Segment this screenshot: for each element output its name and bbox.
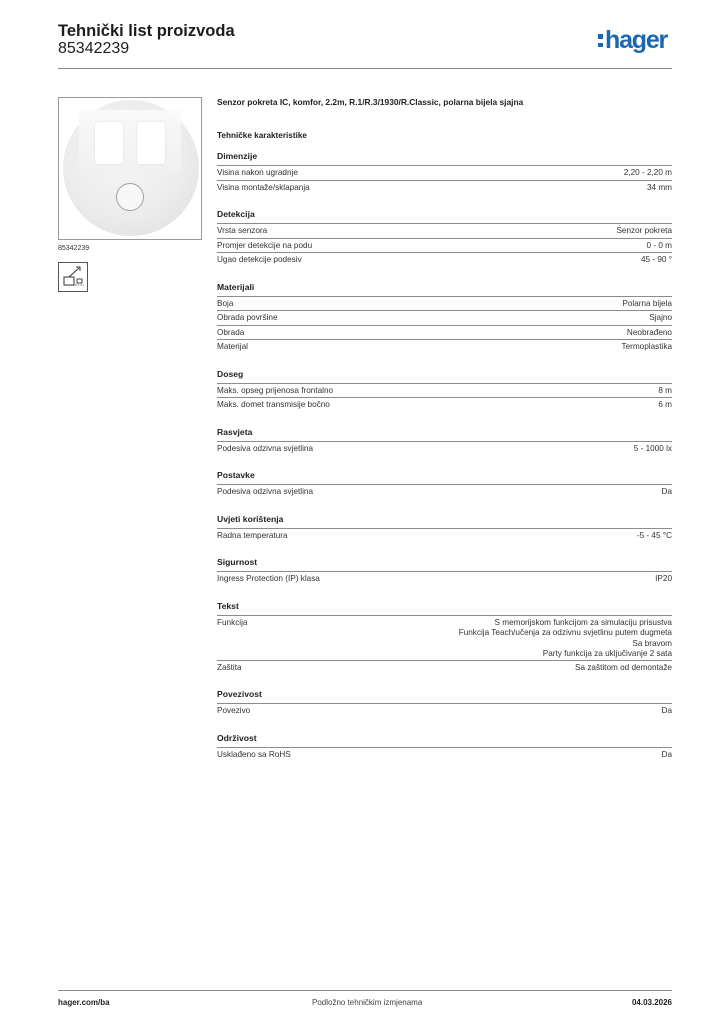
spec-row — [217, 296, 672, 311]
spec-group — [217, 208, 672, 267]
spec-value — [662, 750, 672, 761]
spec-label: Maks. domet transmisije bočno — [217, 400, 330, 409]
spec-group — [217, 426, 672, 456]
installation-symbol-icon — [58, 262, 88, 292]
features-heading: Tehničke karakteristike — [217, 131, 307, 140]
spec-label: Obrada — [217, 327, 245, 337]
spec-row — [217, 339, 672, 354]
spec-label: Ugao detekcije podesiv — [217, 255, 302, 264]
spec-value — [662, 706, 672, 717]
spec-group — [217, 469, 672, 499]
spec-row — [217, 660, 672, 675]
footer-notice: Podložno tehničkim izmjenama — [312, 998, 423, 1007]
spec-value — [647, 183, 672, 194]
spec-label: Usklađeno sa RoHS — [217, 749, 291, 759]
spec-value-line: Party funkcija za uključivanje 2 sata — [542, 649, 672, 659]
spec-value — [621, 342, 672, 353]
spec-row — [217, 180, 672, 195]
spec-label: Boja — [217, 298, 234, 308]
spec-group — [217, 600, 672, 675]
motion-sensor-product-image — [58, 97, 202, 240]
spec-value-line: Sa bravom — [632, 638, 672, 648]
spec-value-line: IP20 — [655, 574, 672, 583]
footer-date: 04.03.2026 — [631, 998, 672, 1007]
spec-row — [217, 484, 672, 499]
image-caption: 85342239 — [58, 245, 90, 252]
spec-value-line: 0 - 0 m — [646, 240, 672, 250]
spec-label: Vrsta senzora — [217, 226, 268, 235]
spec-row — [217, 528, 672, 543]
spec-value — [655, 574, 672, 585]
spec-group — [217, 513, 672, 543]
spec-value — [637, 531, 672, 542]
spec-group-title: Povezivost — [217, 689, 262, 700]
spec-value — [624, 168, 672, 179]
spec-value — [627, 328, 672, 339]
spec-value-line: Da — [661, 487, 672, 496]
footer-website: hager.com/ba — [58, 998, 110, 1007]
specification-table — [217, 150, 672, 775]
spec-value-line: 45 - 90 ° — [640, 255, 672, 264]
logo-dots-icon — [598, 34, 604, 51]
spec-group-title: Detekcija — [217, 209, 255, 219]
spec-row — [217, 310, 672, 325]
spec-row — [217, 383, 672, 398]
spec-group-title: Rasvjeta — [217, 426, 253, 437]
logo-text: hager — [605, 26, 668, 54]
spec-value — [658, 386, 672, 397]
spec-label: Visina nakon ugradnje — [217, 168, 298, 177]
spec-label: Materijal — [217, 342, 248, 351]
spec-row — [217, 615, 672, 660]
spec-group-title: Sigurnost — [217, 557, 258, 567]
spec-row — [217, 747, 672, 762]
spec-group-title: Dimenzije — [217, 151, 258, 161]
spec-value — [662, 487, 672, 498]
spec-label: Ingress Protection (IP) klasa — [217, 574, 320, 583]
spec-group-title: Tekst — [217, 600, 239, 611]
spec-value-line: Da — [661, 749, 672, 759]
spec-value-line: 5 - 1000 lx — [633, 443, 672, 453]
spec-value-line: Da — [661, 706, 672, 716]
spec-value — [641, 255, 672, 266]
spec-group-title: Postavke — [217, 470, 255, 480]
spec-group — [217, 556, 672, 586]
spec-value-line: Polarna bijela — [622, 298, 672, 308]
spec-value-line: 34 mm — [646, 182, 672, 192]
spec-group — [217, 150, 672, 194]
spec-label: Funkcija — [217, 617, 248, 627]
page-title: Tehnički list proizvoda — [58, 22, 235, 40]
spec-value — [649, 313, 672, 324]
spec-row — [217, 325, 672, 340]
spec-label: Podesiva odzivna svjetlina — [217, 487, 314, 496]
spec-row — [217, 238, 672, 253]
article-number: 85342239 — [58, 40, 130, 57]
spec-value — [616, 226, 672, 237]
spec-label: Promjer detekcije na podu — [217, 240, 313, 250]
spec-label: Maks. opseg prijenosa frontalno — [217, 385, 334, 395]
spec-group — [217, 368, 672, 412]
spec-value — [634, 444, 672, 455]
spec-value-line: S memorijskom funkcijom za simulaciju prisustva — [494, 617, 672, 627]
hager-logo — [598, 28, 676, 56]
spec-value-line: 8 m — [658, 385, 672, 395]
spec-row — [217, 165, 672, 180]
spec-value-line: Funkcija Teach/učenja za odzivnu svjetlinu putem dugmeta — [458, 628, 672, 638]
spec-value — [647, 241, 672, 252]
spec-row — [217, 571, 672, 586]
spec-value-line: Sa zaštitom od demontaže — [575, 662, 672, 672]
spec-row — [217, 223, 672, 238]
spec-row — [217, 252, 672, 267]
spec-group — [217, 732, 672, 762]
spec-label: Zaštita — [217, 662, 242, 672]
spec-group-title: Materijali — [217, 281, 255, 292]
spec-row — [217, 703, 672, 718]
header-divider — [58, 68, 672, 69]
spec-value — [658, 400, 672, 411]
spec-value — [459, 618, 672, 660]
spec-value-line: -5 - 45 °C — [636, 530, 672, 540]
spec-value-line: Sjajno — [649, 313, 672, 322]
spec-label: Podesiva odzivna svjetlina — [217, 443, 314, 453]
spec-label: Visina montaže/sklapanja — [217, 182, 310, 192]
spec-value-line: Termoplastika — [621, 342, 672, 351]
spec-value-line: 2,20 - 2,20 m — [623, 168, 672, 177]
spec-value-line: 6 m — [658, 400, 672, 409]
spec-group-title: Doseg — [217, 368, 244, 379]
spec-label: Radna temperatura — [217, 530, 288, 540]
spec-group — [217, 281, 672, 354]
spec-row — [217, 397, 672, 412]
spec-value-line: Senzor pokreta — [616, 226, 672, 235]
spec-value — [622, 299, 672, 310]
spec-group-title: Uvjeti korištenja — [217, 513, 284, 524]
spec-row — [217, 441, 672, 456]
spec-group — [217, 688, 672, 718]
spec-value — [575, 663, 672, 674]
footer-divider — [58, 990, 672, 991]
spec-label: Obrada površine — [217, 313, 278, 322]
spec-group-title: Održivost — [217, 732, 257, 743]
product-heading: Senzor pokreta IC, komfor, 2.2m, R.1/R.3/1930/R.Classic, polarna bijela sjajna — [217, 97, 524, 107]
spec-label: Povezivo — [217, 706, 251, 716]
spec-value-line: Neobrađeno — [626, 327, 672, 337]
